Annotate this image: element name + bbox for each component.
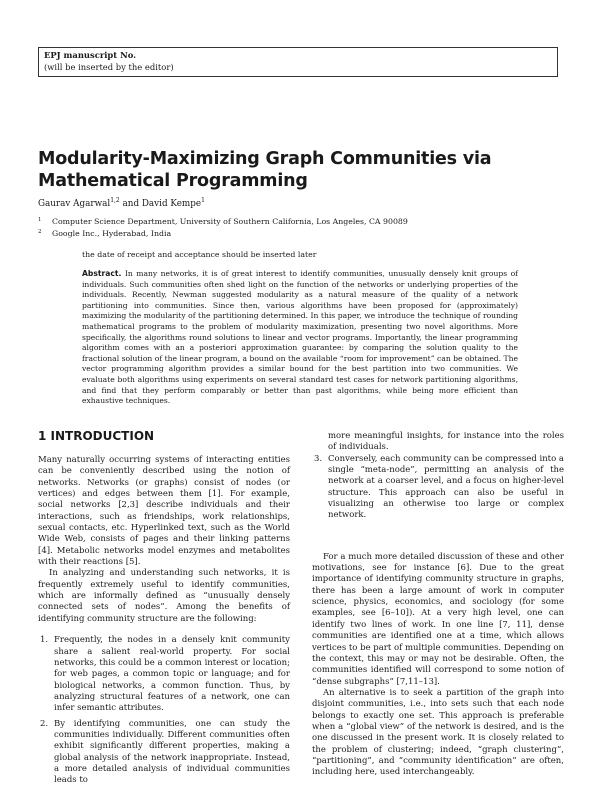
author-separator: and (119, 199, 142, 209)
abstract (82, 269, 518, 407)
list-text: Frequently, the nodes in a densely knit community share a salient real-world property. For social networks, this could be a common interest or location; for web pages, a common topic or language; and for biological networks, a common function. Thus, by analyzing structural features of a network, one can infer semantic attributes. (54, 635, 290, 714)
body-paragraph: For a much more detailed discussion of these and other motivations, see for instance [6]. Due to the great importance of identifying community structure in graphs, there has been a large amount of work in computer science, physics, economics, and sociology (for some examples, see [6–10]). At a very high level, one can identify two lines of work. In one line [7, 11], dense communities are identified one at a time, which allows vertices to be part of multiple communities. Depending on the context, this may or may not be desirable. Often, the communities identified will correspond to some notion of “dense subgraphs” [7,11–13]. (312, 551, 564, 687)
section-heading: 1 INTRODUCTION (38, 429, 155, 443)
affiliation-item (38, 215, 408, 227)
benefit-list (38, 635, 290, 786)
list-text: By identifying communities, one can study the communities individually. Different communities often exhibit significantly different properties, making a global analysis of the network inappropriate. Instead, a more detailed analysis of individual communities leads to (54, 718, 290, 786)
manuscript-header-box (38, 47, 558, 77)
list-item (312, 454, 564, 522)
list-number: 3. (314, 453, 323, 464)
affiliation-number: 1 (38, 217, 42, 223)
manuscript-label: EPJ manuscript No. (44, 50, 137, 60)
list-item (38, 719, 290, 787)
list-number: 1. (40, 635, 49, 646)
benefit-list-continued (312, 431, 564, 522)
affiliation-text: Google Inc., Hyderabad, India (52, 229, 172, 238)
abstract-text: In many networks, it is of great interest to identify communities, unusually densely knit groups of individuals. Such communities often shed light on the function of the networks or underlying properties of the individuals. Recently, Newman suggested modularity as a natural measure of the quality of a network partitioning into communities. Since then, various algorithms have been proposed for (approximately) maximizing the modularity of the partitioning determined. In this paper, we introduce the technique of rounding mathematical programs to the problem of modularity maximization, presenting two novel algorithms. More specifically, the algorithms round solutions to linear and vector programs. Importantly, the linear programming algorithm comes with an a posteriori approximation guarantee: by comparing the solution quality to the fractional solution of the linear program, a bound on the available “room for improvement” can be obtained. The vector programming algorithm provides a similar bound for the best partition into two communities. We evaluate both algorithms using experiments on several standard test cases for network partitioning algorithms, and find that they perform comparably or better than past algorithms, while being more efficient than exhaustive techniques. (82, 269, 518, 406)
right-column (312, 431, 564, 779)
list-item-continued (312, 431, 564, 454)
affiliations (38, 215, 408, 239)
author-affil-marker: 1 (201, 197, 205, 204)
paper-title: Modularity-Maximizing Graph Communities via Mathematical Programming (38, 149, 492, 191)
left-column (38, 429, 290, 791)
list-item (38, 635, 290, 714)
list-number: 2. (40, 718, 49, 729)
author-name: David Kempe (141, 199, 202, 209)
body-paragraph: In analyzing and understanding such networks, it is frequently extremely useful to identify communities, which are informally defined as “unusually densely connected sets of nodes”. Among the benefits of identifying community structure are the following: (38, 568, 290, 624)
body-paragraph: Many naturally occurring systems of interacting entities can be conveniently described using the notion of networks. Networks (or graphs) consist of nodes (or vertices) and edges between them [1]. For example, social networks [2,3] describe individuals and their interactions, such as friendships, work relationships, sexual contacts, etc. Hyperlinked text, such as the World Wide Web, consists of pages and their linking patterns [4]. Metabolic networks model enzymes and metabolites with their reactions [5]. (38, 455, 290, 568)
affiliation-item (38, 227, 408, 239)
column-gap (312, 526, 564, 552)
received-date-note: the date of receipt and acceptance should be inserted later (82, 250, 317, 259)
author-affil-marker: 1,2 (110, 197, 120, 204)
author-line (38, 195, 205, 210)
body-paragraph: An alternative is to seek a partition of the graph into disjoint communities, i.e., into sets such that each node belongs to exactly one set. This approach is preferable when a “global view” of the network is desired, and is the one discussed in the present work. It is closely related to the problem of clustering; indeed, “graph clustering”, “partitioning”, and “community identification” are often, including here, used interchangeably. (312, 687, 564, 778)
author-name: Gaurav Agarwal (38, 199, 111, 209)
affiliation-number: 2 (38, 229, 42, 235)
abstract-label: Abstract. (82, 269, 122, 278)
manuscript-note: (will be inserted by the editor) (44, 61, 174, 72)
list-text: more meaningful insights, for instance into the roles of individuals. (328, 431, 564, 453)
affiliation-text: Computer Science Department, University of Southern California, Los Angeles, CA 90089 (52, 217, 408, 226)
list-text: Conversely, each community can be compressed into a single “meta-node”, permitting an analysis of the network at a coarser level, and a focus on higher-level structure. This approach can also be useful in visualizing an otherwise too large or complex network. (328, 453, 564, 521)
